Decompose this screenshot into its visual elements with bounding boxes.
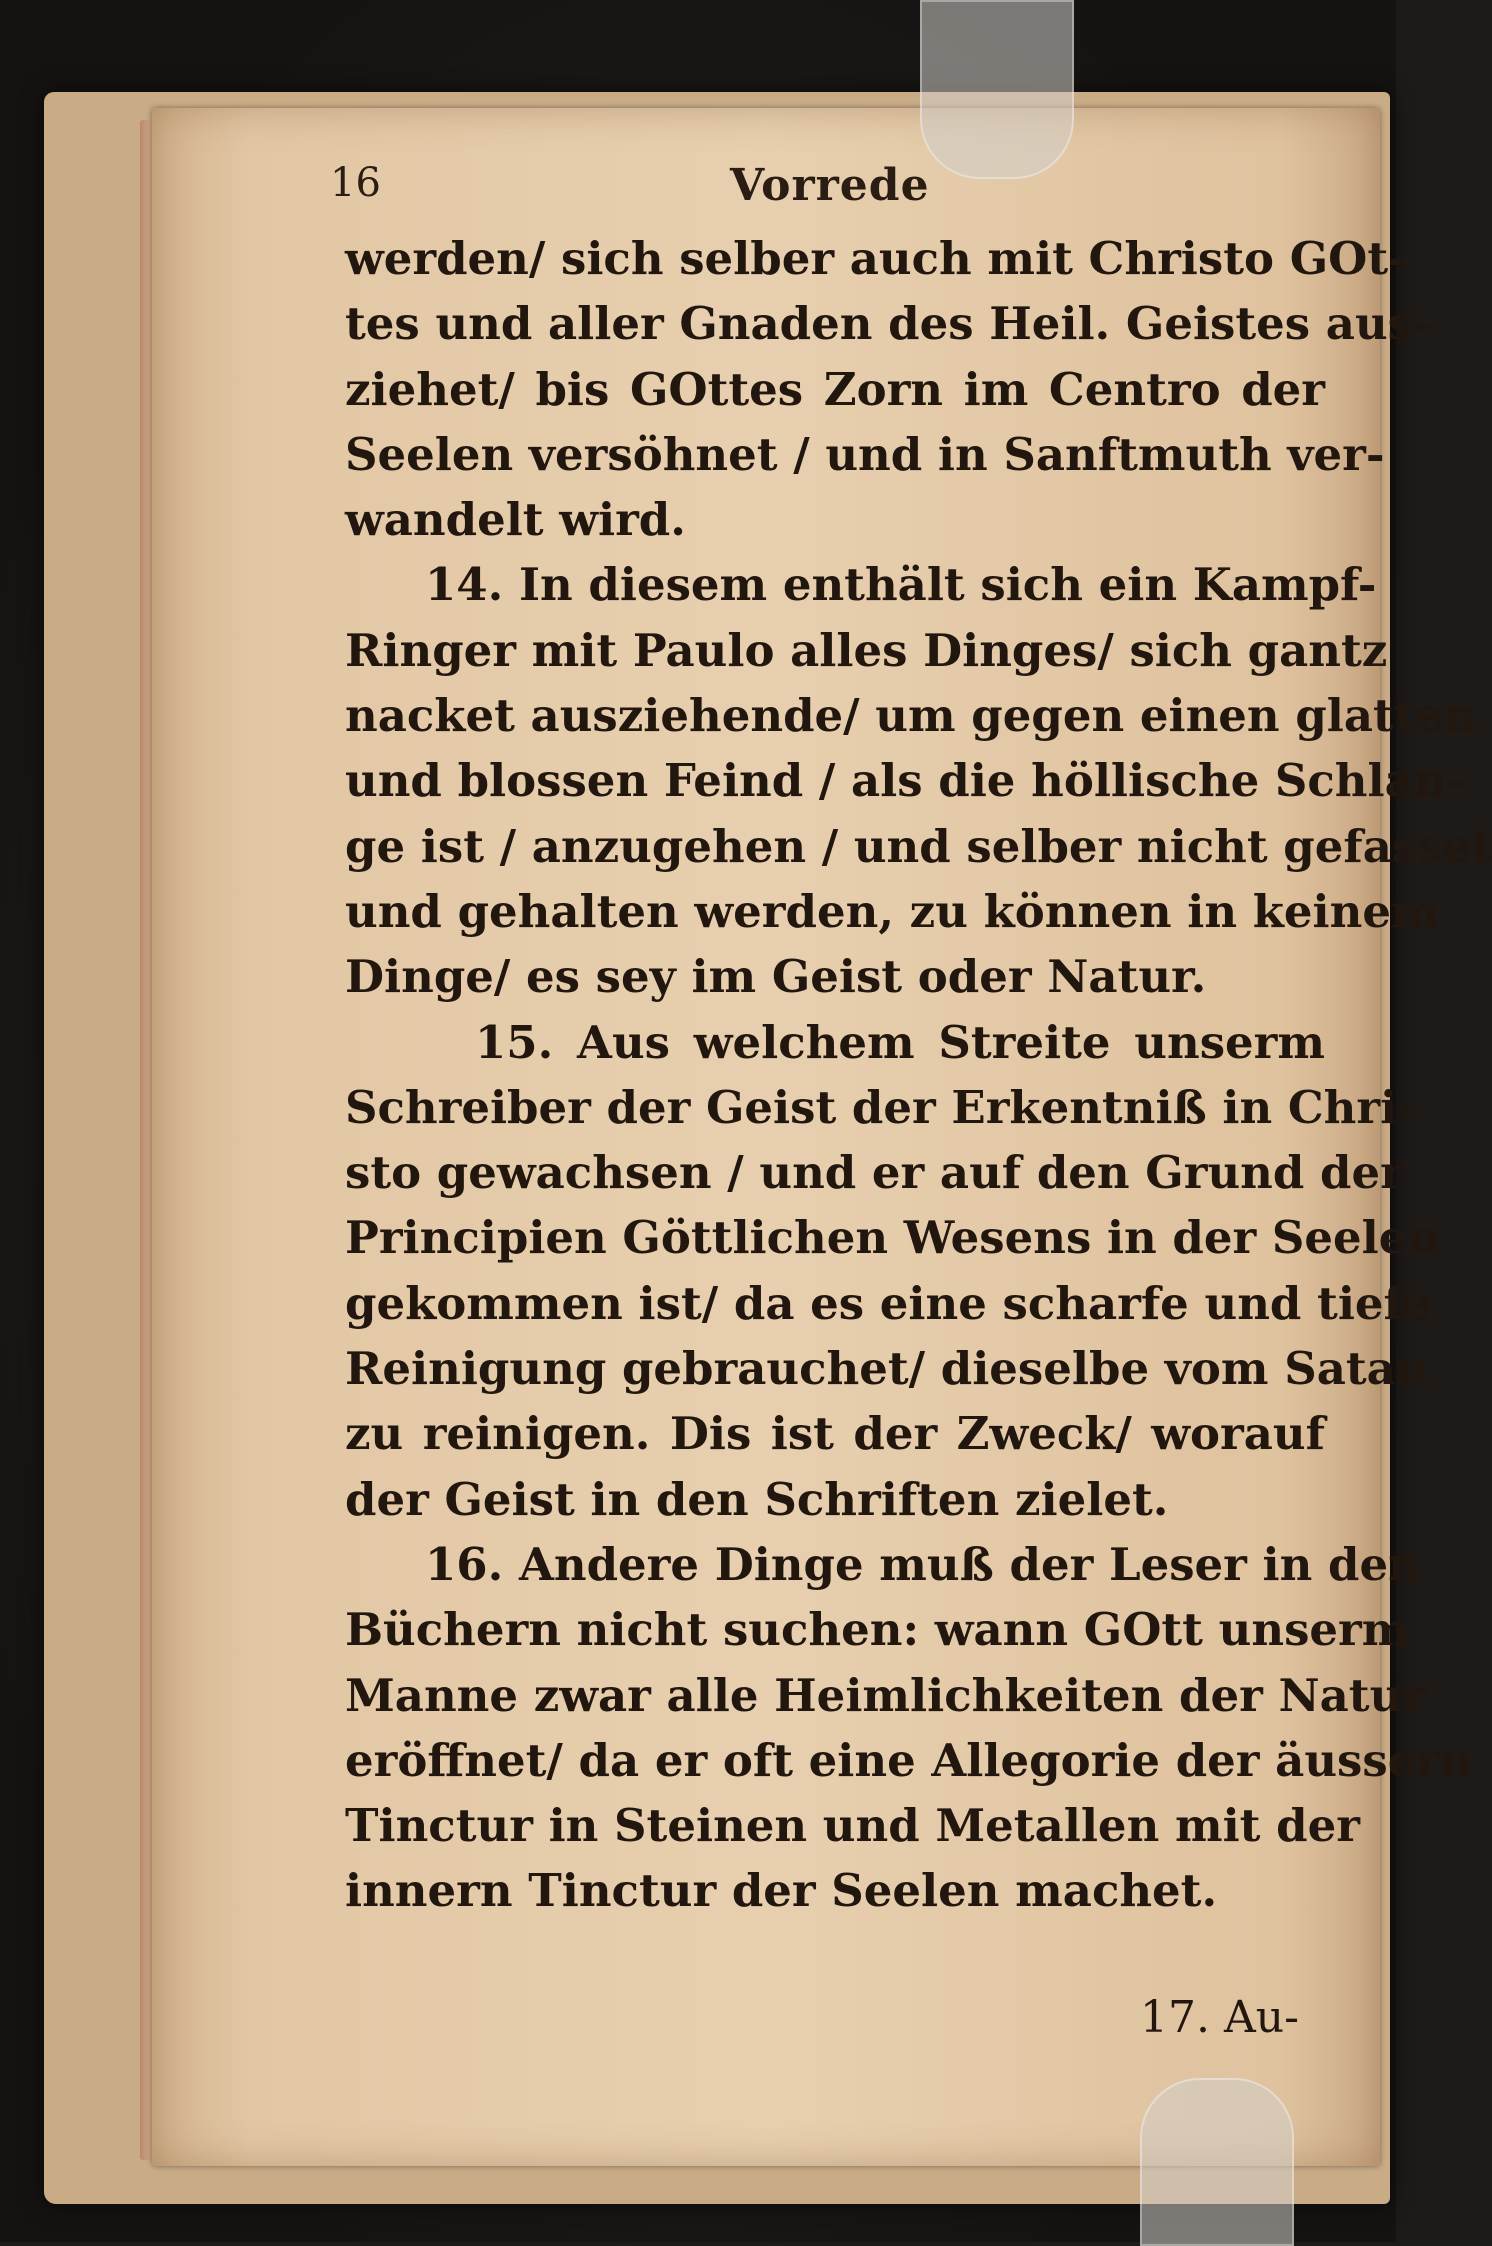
- body-text: [345, 226, 1492, 1924]
- text-line: sto gewachsen / und er auf den Grund der: [345, 1146, 1404, 1200]
- text-line: und blossen Feind / als die höllische Schlan-: [345, 754, 1466, 808]
- text-line: Manne zwar alle Heimlichkeiten der Natur: [345, 1668, 1427, 1722]
- page-number: 16: [330, 160, 381, 206]
- text-line: und gehalten werden, zu können in keinem: [345, 884, 1439, 938]
- text-line: der Geist in den Schriften zielet.: [345, 1472, 1169, 1526]
- text-line: gekommen ist/ da es eine scharfe und tiefe: [345, 1276, 1432, 1330]
- text-line: 16. Andere Dinge muß der Leser in den: [425, 1537, 1421, 1591]
- page-clip-bottom: [1140, 2078, 1294, 2246]
- text-line: 14. In diesem enthält sich ein Kampf-: [425, 558, 1377, 612]
- text-line: Reinigung gebrauchet/ dieselbe vom Satan: [345, 1342, 1429, 1396]
- text-line: Büchern nicht suchen: wann GOtt unserm: [345, 1603, 1410, 1657]
- text-line: ziehet/ bis GOttes Zorn im Centro der: [345, 362, 1325, 416]
- text-line: wandelt wird.: [345, 493, 686, 547]
- text-line: nacket ausziehende/ um gegen einen glatten: [345, 689, 1476, 743]
- text-line: werden/ sich selber auch mit Christo GOt-: [345, 232, 1407, 285]
- text-line: 15. Aus welchem Streite unserm: [475, 1015, 1325, 1069]
- text-line: innern Tinctur der Seelen machet.: [345, 1864, 1218, 1918]
- text-line: ge ist / anzugehen / und selber nicht gefasset: [345, 819, 1492, 873]
- text-line: Ringer mit Paulo alles Dinges/ sich gantz: [345, 623, 1388, 677]
- text-line: zu reinigen. Dis ist der Zweck/ worauf: [345, 1407, 1325, 1461]
- text-line: Dinge/ es sey im Geist oder Natur.: [345, 950, 1207, 1004]
- text-line: eröffnet/ da er oft eine Allegorie der äussern: [345, 1733, 1473, 1787]
- running-head: Vorrede: [730, 160, 930, 211]
- catchword: 17. Au-: [1140, 1992, 1299, 2043]
- text-line: tes und aller Gnaden des Heil. Geistes aus-: [345, 297, 1432, 351]
- text-line: Seelen versöhnet / und in Sanftmuth ver-: [345, 427, 1385, 481]
- text-line: Tinctur in Steinen und Metallen mit der: [345, 1799, 1360, 1853]
- page-clip-top: [920, 0, 1074, 179]
- text-line: Schreiber der Geist der Erkentniß in Chri-: [345, 1080, 1416, 1134]
- text-line: Principien Göttlichen Wesens in der Seelen: [345, 1211, 1441, 1265]
